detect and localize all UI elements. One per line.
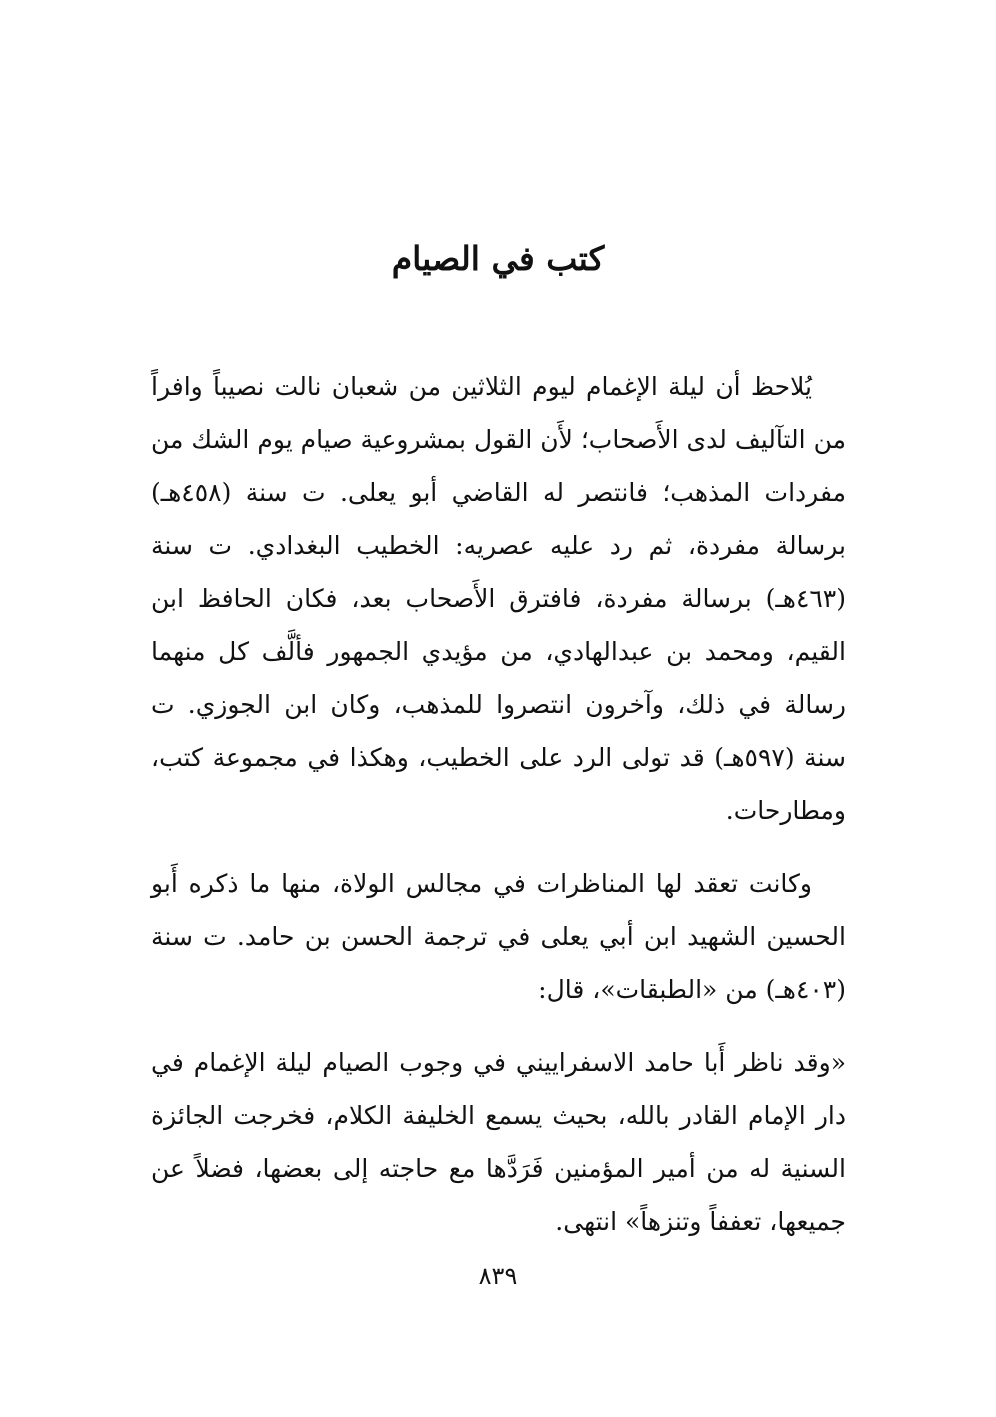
paragraph-quote: «وقد ناظر أَبا حامد الاسفراييني في وجوب الصيام ليلة الإغمام في دار الإمام القادر بالله، بحيث يسمع الخليفة الكلام، فخرجت الجائزة السنية له من أمير المؤمنين فَرَدَّها مع حاجته إلى بعضها، فضلاً عن جميعها، تعففاً وتنزهاً» انتهى. [151, 1048, 847, 1236]
paragraph-debates: وكانت تعقد لها المناظرات في مجالس الولاة، منها ما ذكره أَبو الحسين الشهيد ابن أبي يعلى في ترجمة الحسن بن حامد. ت سنة (٤٠٣هـ) من «الطبقات»، قال: [151, 869, 846, 1004]
paragraph-intro: يُلاحظ أن ليلة الإغمام ليوم الثلاثين من شعبان نالت نصيباً وافراً من التآليف لدى الأَصحاب؛ لأَن القول بمشروعية صيام يوم الشك من مفردات المذهب؛ فانتصر له القاضي أبو يعلى. ت سنة (٤٥٨هـ) برسالة مفردة، ثم رد عليه عصريه: الخطيب البغدادي. ت سنة (٤٦٣هـ) برسالة مفردة، فافترق الأَصحاب بعد، فكان الحافظ ابن القيم، ومحمد بن عبدالهادي، من مؤيدي الجمهور فألَّف كل منهما رسالة في ذلك، وآخرون انتصروا للمذهب، وكان ابن الجوزي. ت سنة (٥٩٧هـ) قد تولى الرد على الخطيب، وهكذا في مجموعة كتب، ومطارحات. [151, 372, 846, 825]
body-text [151, 360, 846, 1268]
page-title: كتب في الصيام [391, 239, 605, 278]
page-number: ٨٣٩ [478, 1262, 518, 1290]
